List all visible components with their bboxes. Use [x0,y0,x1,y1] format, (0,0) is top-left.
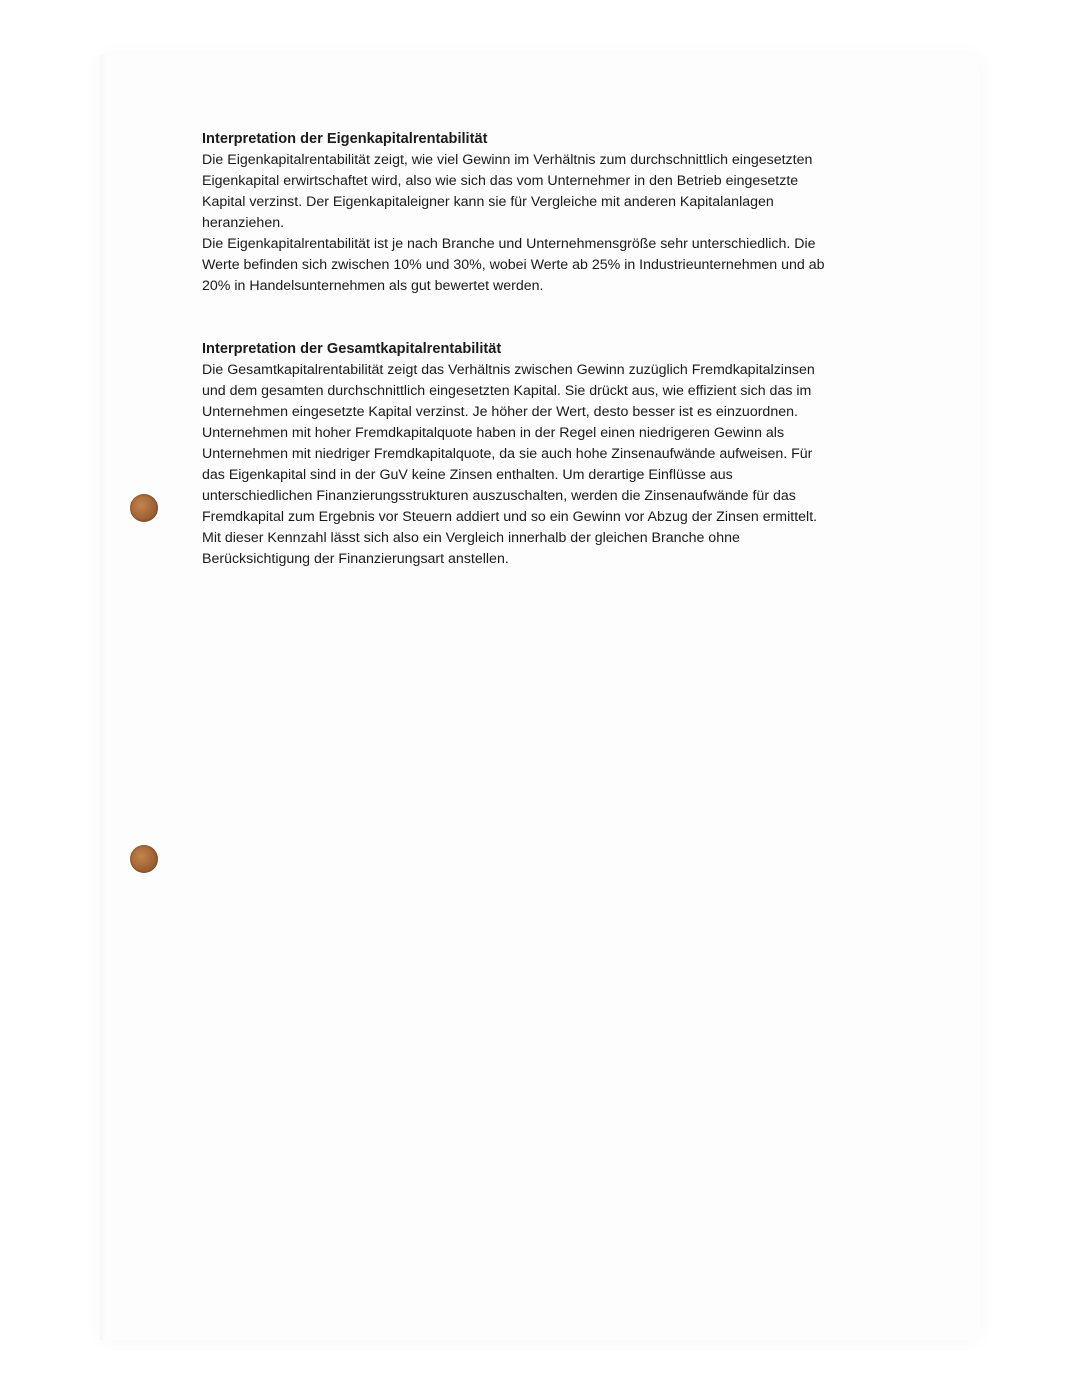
paper-edge-shadow [100,55,106,1340]
paragraph-line: Eigenkapital erwirtschaftet wird, also wie sich das vom Unternehmer in den Betrieb eingesetzte [202,173,799,189]
paragraph-line: Die Gesamtkapitalrentabilität zeigt das Verhältnis zwischen Gewinn zuzüglich Fremdkapitalzinsen [202,362,815,378]
section-gesamtkapitalrentabilitaet [202,339,902,570]
punch-hole-top [130,494,158,522]
section-heading: Interpretation der Eigenkapitalrentabilität [202,131,488,147]
paragraph-line: unterschiedlichen Finanzierungsstrukturen auszuschalten, werden die Zinsenaufwände für das [202,488,796,504]
paragraph-line: Kapital verzinst. Der Eigenkapitaleigner kann sie für Vergleiche mit anderen Kapitalanlagen [202,194,774,210]
paragraph-line: heranziehen. [202,215,285,231]
paragraph-line: Unternehmen mit niedriger Fremdkapitalquote, da sie auch hohe Zinsenaufwände aufweisen. Für [202,446,813,462]
paragraph-line: Berücksichtigung der Finanzierungsart anstellen. [202,551,509,567]
paragraph-line: Die Eigenkapitalrentabilität ist je nach Branche und Unternehmensgröße sehr unterschiedlich. Die [202,236,816,252]
paragraph-line: Werte befinden sich zwischen 10% und 30%, wobei Werte ab 25% in Industrieunternehmen und ab [202,257,825,273]
paragraph-line: 20% in Handelsunternehmen als gut bewertet werden. [202,278,544,294]
paragraph-line: Mit dieser Kennzahl lässt sich also ein Vergleich innerhalb der gleichen Branche ohne [202,530,740,546]
section-eigenkapitalrentabilitaet [202,129,902,297]
paragraph-line: das Eigenkapital sind in der GuV keine Zinsen enthalten. Um derartige Einflüsse aus [202,467,733,483]
paragraph-line: und dem gesamten durchschnittlich eingesetzten Kapital. Sie drückt aus, wie effizient sich das im [202,383,812,399]
paragraph-line: Die Eigenkapitalrentabilität zeigt, wie viel Gewinn im Verhältnis zum durchschnittlich eingesetzten [202,152,813,168]
section-heading: Interpretation der Gesamtkapitalrentabilität [202,341,502,357]
paragraph-line: Unternehmen mit hoher Fremdkapitalquote haben in der Regel einen niedrigeren Gewinn als [202,425,785,441]
punch-hole-bottom [130,845,158,873]
paragraph-line: Unternehmen eingesetzte Kapital verzinst. Je höher der Wert, desto besser ist es einzuordnen. [202,404,798,420]
paragraph-line: Fremdkapital zum Ergebnis vor Steuern addiert und so ein Gewinn vor Abzug der Zinsen ermittelt. [202,509,818,525]
